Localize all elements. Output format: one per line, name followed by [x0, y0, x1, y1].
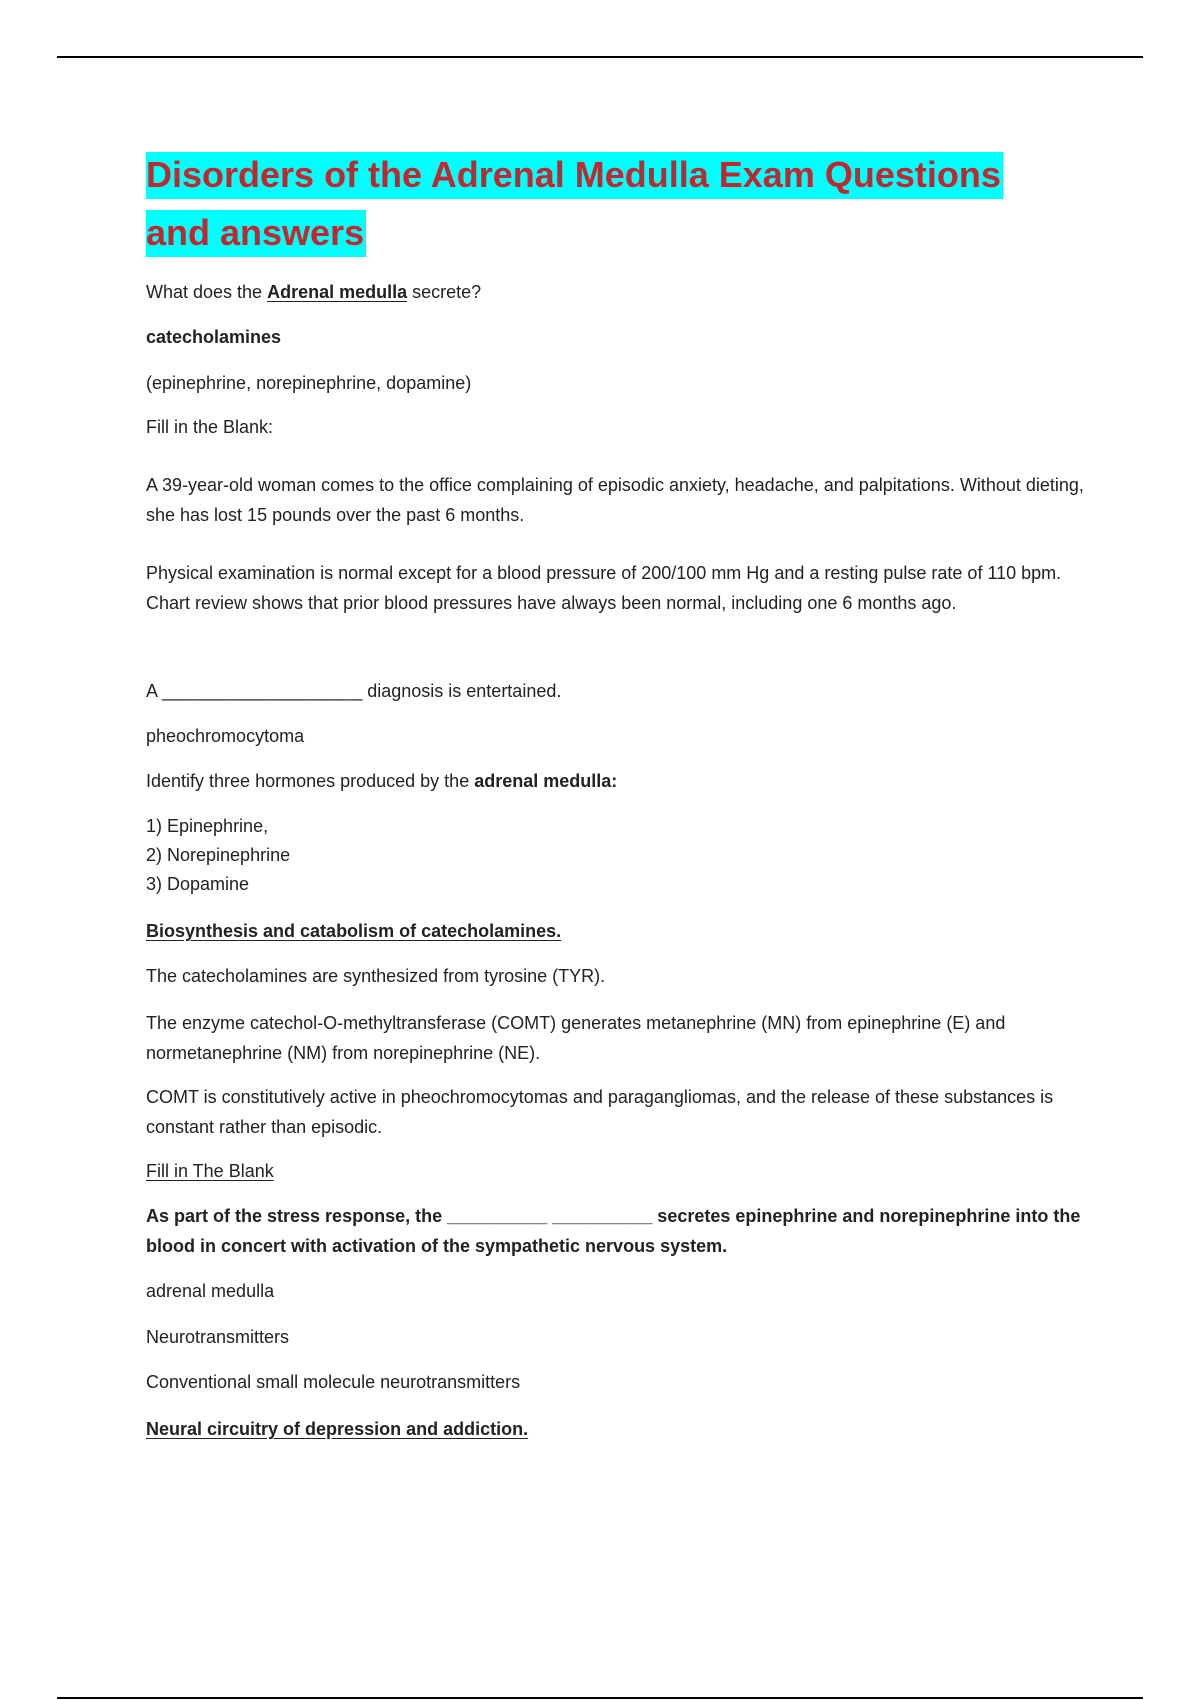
term-neurotransmitters: Neurotransmitters	[146, 1327, 290, 1347]
question-term-adrenal-medulla: Adrenal medulla	[267, 282, 408, 302]
paragraph-comt-active: COMT is constitutively active in pheochromocytomas and paragangliomas, and the release of these substances is constant rather than episodic.	[146, 1087, 1054, 1137]
title-line-1: Disorders of the Adrenal Medulla Exam Questions	[146, 152, 1003, 199]
paragraph-comt-enzyme: The enzyme catechol-O-methyltransferase (COMT) generates metanephrine (MN) from epinephrine (E) and normetanephrine (NM) from norepinephrine (NE).	[146, 1013, 1006, 1063]
question-prefix: What does the	[146, 282, 268, 302]
top-rule	[57, 56, 1143, 58]
case-paragraph-1: A 39-year-old woman comes to the office complaining of episodic anxiety, headache, and palpitations. Without dieting, she has lost 15 pounds over the past 6 months.	[146, 475, 1084, 525]
paragraph-tyrosine: The catecholamines are synthesized from tyrosine (TYR).	[146, 966, 606, 986]
title-line-2: and answers	[146, 210, 366, 257]
bottom-rule	[57, 1697, 1143, 1699]
hormone-item: 3) Dopamine	[146, 874, 250, 894]
question-term-adrenal-medulla: adrenal medulla:	[474, 771, 618, 791]
fill-in-blank-label-2: Fill in The Blank	[146, 1161, 274, 1181]
fill-in-blank-label-1: Fill in the Blank:	[146, 417, 274, 437]
term-conventional-neurotransmitters: Conventional small molecule neurotransmitters	[146, 1372, 521, 1392]
hormone-item: 2) Norepinephrine	[146, 845, 291, 865]
answer-pheochromocytoma: pheochromocytoma	[146, 726, 305, 746]
question-suffix: secrete?	[407, 282, 482, 302]
question-adrenal-medulla-secretion	[146, 277, 1086, 307]
answer-catecholamines: catecholamines	[146, 327, 282, 347]
section-heading-biosynthesis: Biosynthesis and catabolism of catecholamines.	[146, 921, 562, 941]
hormone-item: 1) Epinephrine,	[146, 816, 269, 836]
hormone-list	[146, 812, 1086, 899]
answer-catecholamines-detail: (epinephrine, norepinephrine, dopamine)	[146, 373, 472, 393]
question-prefix: Identify three hormones produced by the	[146, 771, 475, 791]
blank-diagnosis-sentence: A ____________________ diagnosis is entertained.	[146, 681, 562, 701]
case-paragraph-2: Physical examination is normal except for a blood pressure of 200/100 mm Hg and a resting pulse rate of 110 bpm. Chart review shows that prior blood pressures have always been normal, including one 6 months ago.	[146, 563, 1062, 613]
section-heading-neural-circuitry: Neural circuitry of depression and addiction.	[146, 1419, 529, 1439]
document-title	[146, 146, 1086, 262]
question-three-hormones	[146, 766, 1086, 796]
stress-response-question: As part of the stress response, the __________ __________ secretes epinephrine and norepinephrine into the blood in concert with activation of the sympathetic nervous system.	[146, 1206, 1081, 1256]
answer-adrenal-medulla: adrenal medulla	[146, 1281, 275, 1301]
